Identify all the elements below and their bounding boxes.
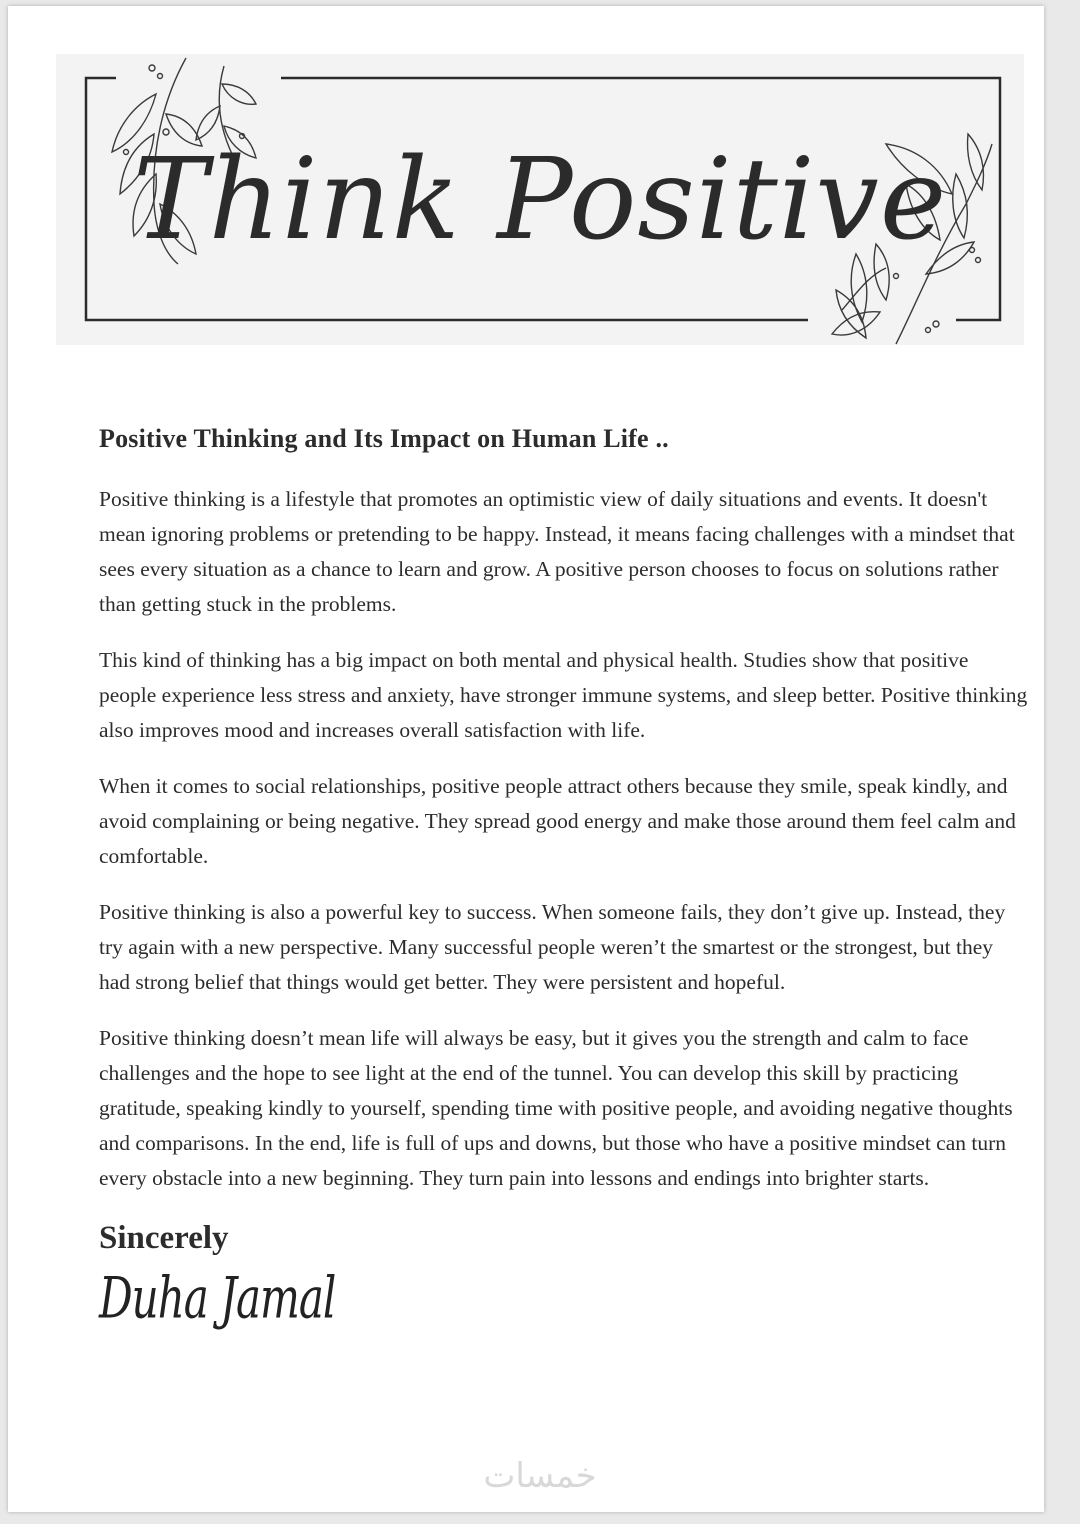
paragraph: Positive thinking is a lifestyle that promotes an optimistic view of daily situations and events. It doesn't mean ignoring problems or pretending to be happy. Instead, it means facing challenges with a mindset that sees every situation as a chance to learn and grow. A positive person chooses to focus on solutions rather than getting stuck in the problems. <box>99 487 1015 616</box>
banner-title: Think Positive <box>132 134 948 265</box>
letter-body <box>99 424 1029 1332</box>
watermark-logo: خمسات <box>483 1456 597 1496</box>
header-banner <box>56 54 1024 345</box>
paragraph: This kind of thinking has a big impact on both mental and physical health. Studies show that positive people experience less stress and anxiety, have stronger immune systems, and sleep better. Positive thinking also improves mood and increases overall satisfaction with life. <box>99 648 1028 742</box>
paragraph: Positive thinking is also a powerful key to success. When someone fails, they don’t give up. Instead, they try again with a new perspective. Many successful people weren’t the smartest or the strongest, but they had strong belief that things would get better. They were persistent and hopeful. <box>99 900 1006 994</box>
article-heading: Positive Thinking and Its Impact on Human Life .. <box>99 424 669 453</box>
document-page <box>8 6 1044 1512</box>
paragraph: When it comes to social relationships, positive people attract others because they smile, speak kindly, and avoid complaining or being negative. They spread good energy and make those around them feel calm and comfortable. <box>99 774 1016 868</box>
signature: Duha Jamal <box>99 1265 336 1332</box>
paragraph: Positive thinking doesn’t mean life will always be easy, but it gives you the strength and calm to face challenges and the hope to see light at the end of the tunnel. You can develop this skill by practicing gratitude, speaking kindly to yourself, spending time with positive people, and avoiding negative thoughts and comparisons. In the end, life is full of ups and downs, but those who have a positive mindset can turn every obstacle into a new beginning. They turn pain into lessons and endings into brighter starts. <box>99 1026 1013 1190</box>
closing-line: Sincerely <box>99 1220 229 1256</box>
